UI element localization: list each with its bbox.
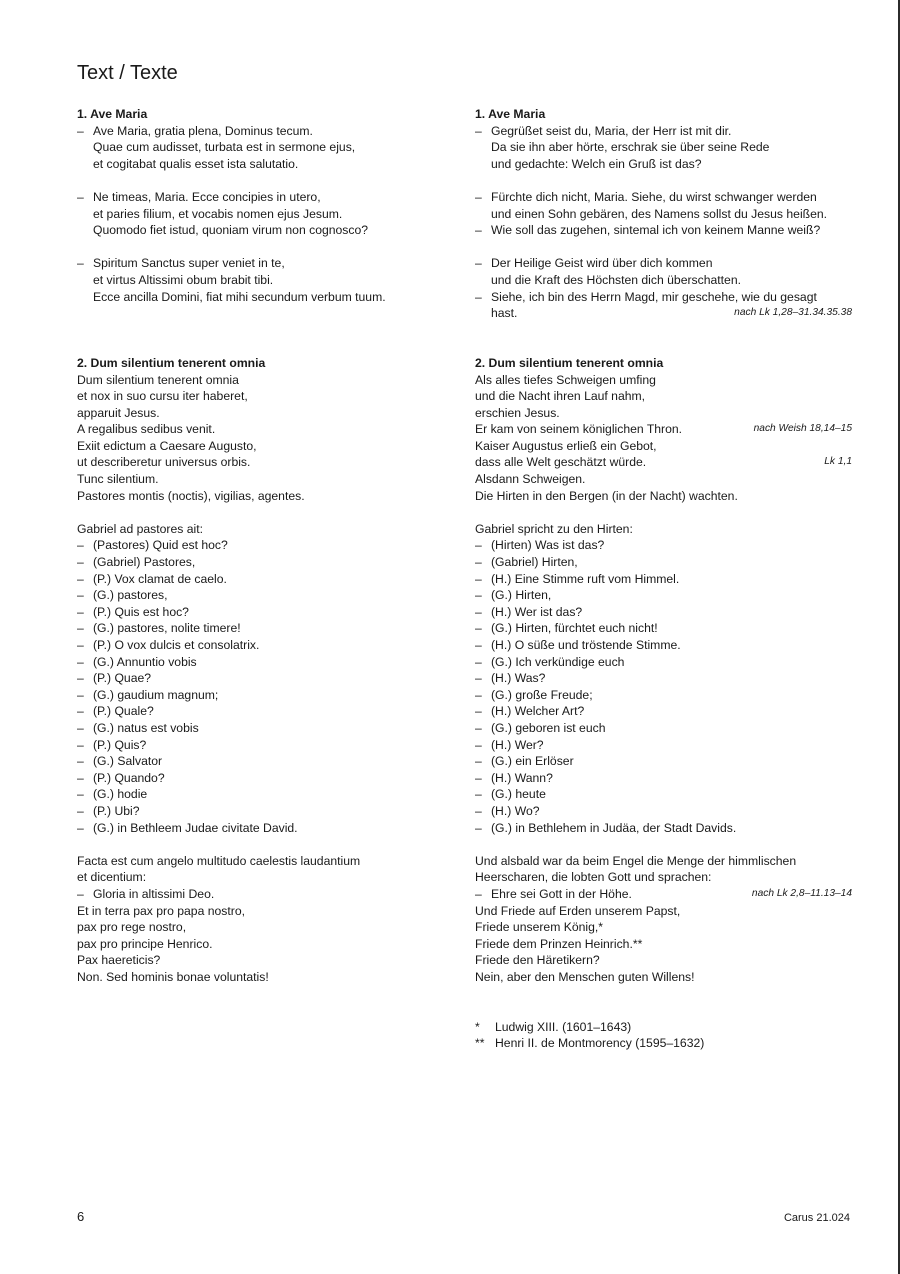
page-number: 6: [77, 1209, 85, 1224]
german-dialogue-line: – (Gabriel) Hirten,: [475, 555, 578, 570]
latin-dialogue-line: – (G.) hodie: [77, 787, 148, 802]
latin-line: A regalibus sedibus venit.: [77, 422, 216, 437]
latin-dialogue-line: – (P.) Ubi?: [77, 803, 140, 818]
german-line: – Wie soll das zugehen, sintemal ich von keinem Manne weiß?: [475, 223, 821, 238]
latin-dialogue-line: – (G.) Annuntio vobis: [77, 654, 197, 669]
latin-column: [77, 106, 437, 985]
latin-line: – Ave Maria, gratia plena, Dominus tecum.: [77, 123, 313, 138]
latin-dialogue-line: – (G.) pastores,: [77, 588, 168, 603]
latin-dialogue-line: – (P.) O vox dulcis et consolatrix.: [77, 638, 260, 652]
latin-section-1-title: 1. Ave Maria: [77, 107, 148, 121]
german-line: Friede dem Prinzen Heinrich.**: [475, 936, 643, 951]
german-dialogue-line: – (G.) heute: [475, 787, 546, 802]
german-line: Da sie ihn aber hörte, erschrak sie über seine Rede: [491, 140, 770, 155]
german-line: und die Nacht ihren Lauf nahm,: [475, 389, 646, 404]
german-dialogue-line: – (G.) Ich verkündige euch: [475, 654, 625, 669]
latin-line: et dicentium:: [77, 870, 147, 885]
german-line: – Ehre sei Gott in der Höhe. nach Lk 2,8–11.13–14: [475, 886, 852, 901]
german-line: Als alles tiefes Schweigen umfing: [475, 372, 656, 387]
latin-line: Tunc silentium.: [77, 472, 159, 487]
german-dialogue-line: – (H.) Wo?: [475, 803, 540, 818]
latin-line: Dum silentium tenerent omnia: [77, 372, 239, 387]
latin-dialogue-line: – (Gabriel) Pastores,: [77, 555, 196, 570]
german-dialogue-intro: Gabriel spricht zu den Hirten:: [475, 521, 633, 536]
german-line: Kaiser Augustus erließ ein Gebot,: [475, 438, 657, 453]
latin-line: pax pro rege nostro,: [77, 920, 187, 935]
german-line: erschien Jesus.: [475, 405, 560, 420]
bible-reference: nach Weish 18,14–15: [753, 423, 852, 435]
german-section-1-title: 1. Ave Maria: [475, 107, 546, 121]
latin-line: apparuit Jesus.: [77, 405, 160, 420]
german-dialogue-line: – (H.) Wann?: [475, 770, 553, 785]
german-column: [475, 106, 852, 1052]
german-dialogue-line: – (G.) große Freude;: [475, 687, 593, 702]
german-line: Nein, aber den Menschen guten Willens!: [475, 969, 695, 984]
latin-line: Et in terra pax pro papa nostro,: [77, 903, 246, 918]
german-dialogue-line: – (H.) Wer ist das?: [475, 604, 583, 619]
latin-line: et cogitabat qualis esset ista salutatio.: [93, 156, 299, 171]
latin-dialogue-line: – (G.) natus est vobis: [77, 720, 199, 735]
latin-dialogue-line: – (G.) in Bethleem Judae civitate David.: [77, 820, 298, 835]
german-line: Friede unserem König,*: [475, 920, 604, 935]
german-section-2-title: 2. Dum silentium tenerent omnia: [475, 355, 664, 370]
latin-dialogue-line: – (P.) Quando?: [77, 770, 165, 785]
latin-line: Non. Sed hominis bonae voluntatis!: [77, 969, 269, 984]
latin-dialogue-line: – (P.) Quis est hoc?: [77, 604, 189, 619]
latin-dialogue-line: – (P.) Quale?: [77, 704, 154, 719]
german-line: dass alle Welt geschätzt würde. Lk 1,1: [475, 455, 852, 470]
german-dialogue-line: – (H.) O süße und tröstende Stimme.: [475, 638, 681, 652]
german-dialogue-line: – (Hirten) Was ist das?: [475, 538, 605, 553]
german-line: – Gegrüßet seist du, Maria, der Herr ist mit dir.: [475, 123, 732, 138]
latin-section-2-title: 2. Dum silentium tenerent omnia: [77, 355, 266, 370]
latin-dialogue-line: – (Pastores) Quid est hoc?: [77, 538, 228, 553]
bible-reference: Lk 1,1: [824, 456, 852, 468]
german-line: und gedachte: Welch ein Gruß ist das?: [491, 156, 702, 171]
german-line: hast. nach Lk 1,28–31.34.35.38: [491, 306, 852, 321]
german-dialogue-line: – (G.) Hirten, fürchtet euch nicht!: [475, 621, 658, 636]
latin-dialogue-line: – (G.) Salvator: [77, 754, 163, 769]
latin-line: Pastores montis (noctis), vigilias, agentes.: [77, 488, 305, 503]
latin-dialogue-intro: Gabriel ad pastores ait:: [77, 521, 204, 536]
latin-line: Facta est cum angelo multitudo caelestis laudantium: [77, 853, 361, 868]
german-dialogue-line: – (H.) Welcher Art?: [475, 704, 585, 719]
german-line: – Der Heilige Geist wird über dich kommen: [475, 256, 713, 271]
german-line: Friede den Häretikern?: [475, 953, 600, 968]
publisher-code: Carus 21.024: [783, 1212, 850, 1224]
latin-line: Pax haereticis?: [77, 953, 161, 968]
latin-line: et paries filium, et vocabis nomen ejus Jesum.: [93, 206, 343, 221]
german-dialogue-line: – (H.) Eine Stimme ruft vom Himmel.: [475, 571, 680, 586]
german-line: Und Friede auf Erden unserem Papst,: [475, 903, 681, 918]
page-title: Text / Texte: [77, 62, 178, 84]
german-line: Und alsbald war da beim Engel die Menge der himmlischen: [475, 853, 797, 868]
german-dialogue-line: – (H.) Wer?: [475, 737, 544, 752]
latin-dialogue-line: – (P.) Quis?: [77, 737, 147, 752]
german-line: Die Hirten in den Bergen (in der Nacht) wachten.: [475, 488, 738, 503]
german-dialogue-line: – (G.) in Bethlehem in Judäa, der Stadt Davids.: [475, 820, 737, 835]
german-line: Heerscharen, die lobten Gott und sprachen:: [475, 870, 712, 885]
german-line: Alsdann Schweigen.: [475, 472, 586, 487]
latin-line: pax pro principe Henrico.: [77, 936, 213, 951]
latin-line: – Spiritum Sanctus super veniet in te,: [77, 256, 285, 271]
german-line: Er kam von seinem königlichen Thron. nach Weish 18,14–15: [475, 422, 852, 437]
german-line: – Siehe, ich bin des Herrn Magd, mir geschehe, wie du gesagt: [475, 289, 817, 304]
latin-dialogue-line: – (P.) Quae?: [77, 671, 152, 686]
latin-dialogue-line: – (G.) pastores, nolite timere!: [77, 621, 241, 636]
footnote: * Ludwig XIII. (1601–1643): [475, 1019, 632, 1034]
latin-line: Quomodo fiet istud, quoniam virum non cognosco?: [93, 223, 369, 238]
latin-dialogue-line: – (G.) gaudium magnum;: [77, 687, 219, 702]
german-dialogue-line: – (H.) Was?: [475, 671, 546, 686]
german-dialogue-line: – (G.) Hirten,: [475, 588, 552, 603]
german-dialogue-line: – (G.) ein Erlöser: [475, 754, 574, 769]
latin-line: ut describeretur universus orbis.: [77, 455, 251, 470]
german-line: und die Kraft des Höchsten dich überschatten.: [491, 272, 741, 287]
latin-line: Quae cum audisset, turbata est in sermone ejus,: [93, 140, 356, 155]
footnote: ** Henri II. de Montmorency (1595–1632): [475, 1036, 705, 1051]
latin-line: – Gloria in altissimi Deo.: [77, 886, 215, 901]
german-line: und einen Sohn gebären, des Namens sollst du Jesus heißen.: [491, 206, 828, 221]
latin-line: Ecce ancilla Domini, fiat mihi secundum verbum tuum.: [93, 289, 386, 304]
bible-reference: nach Lk 2,8–11.13–14: [751, 887, 852, 899]
bible-reference: nach Lk 1,28–31.34.35.38: [734, 307, 852, 319]
latin-line: – Ne timeas, Maria. Ecce concipies in utero,: [77, 189, 321, 204]
latin-line: et virtus Altissimi obum brabit tibi.: [93, 272, 274, 287]
latin-line: et nox in suo cursu iter haberet,: [77, 389, 248, 404]
latin-dialogue-line: – (P.) Vox clamat de caelo.: [77, 571, 227, 586]
german-line: – Fürchte dich nicht, Maria. Siehe, du wirst schwanger werden: [475, 189, 817, 204]
latin-line: Exiit edictum a Caesare Augusto,: [77, 438, 257, 453]
german-dialogue-line: – (G.) geboren ist euch: [475, 720, 606, 735]
